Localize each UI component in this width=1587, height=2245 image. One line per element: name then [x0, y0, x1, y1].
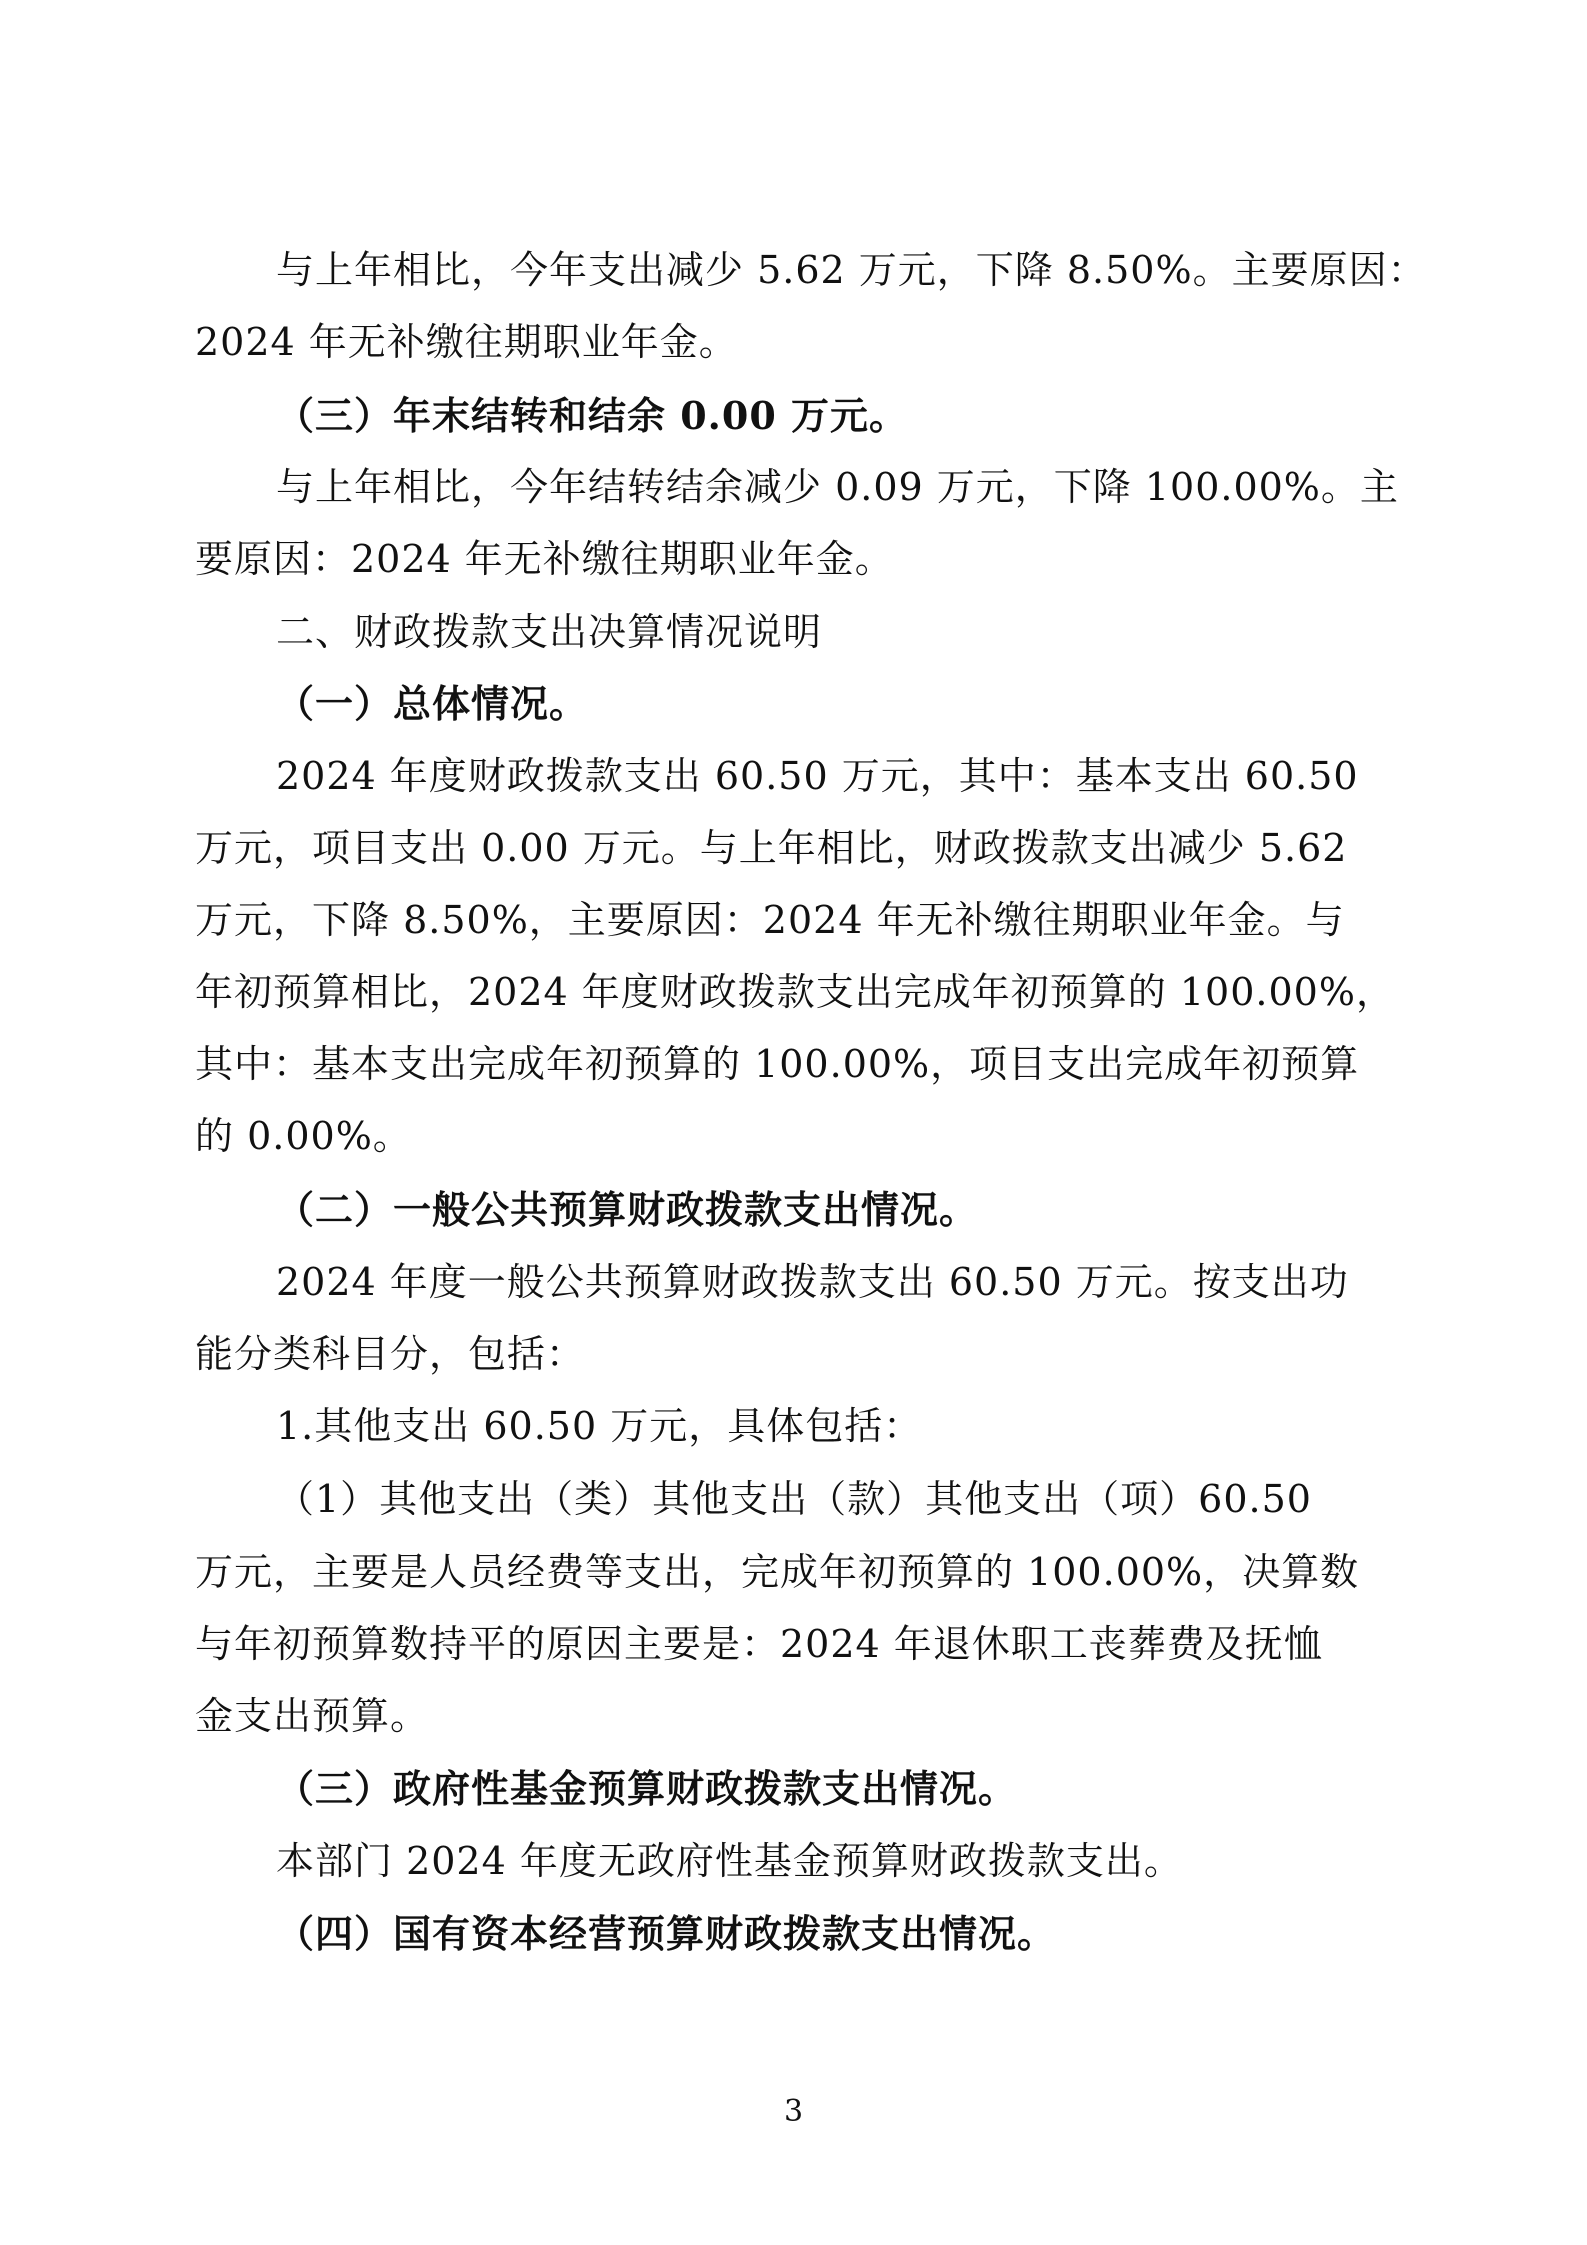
paragraph-line: 1.其他支出 60.50 万元，具体包括：: [276, 1404, 923, 1448]
paragraph-line: 其中：基本支出完成年初预算的 100.00%，项目支出完成年初预算: [195, 1042, 1360, 1086]
section-heading: （二）一般公共预算财政拨款支出情况。: [276, 1187, 979, 1232]
paragraph-line: 与上年相比，今年结转结余减少 0.09 万元，下降 100.00%。主: [276, 465, 1399, 509]
paragraph-line: 2024 年度一般公共预算财政拨款支出 60.50 万元。按支出功: [276, 1260, 1349, 1304]
paragraph-line: 能分类科目分，包括：: [195, 1332, 586, 1376]
paragraph-line: 金支出预算。: [195, 1694, 430, 1738]
paragraph-line: 要原因：2024 年无补缴往期职业年金。: [195, 537, 894, 581]
paragraph-line: （1）其他支出（类）其他支出（款）其他支出（项）60.50: [276, 1477, 1312, 1521]
page-number: 3: [783, 2094, 804, 2129]
paragraph-line: 2024 年无补缴往期职业年金。: [195, 320, 738, 364]
paragraph-line: 万元，主要是人员经费等支出，完成年初预算的 100.00%，决算数: [195, 1550, 1360, 1594]
paragraph-line: 的 0.00%。: [195, 1114, 412, 1158]
section-heading: （三）政府性基金预算财政拨款支出情况。: [276, 1766, 1018, 1811]
section-heading: （三）年末结转和结余 0.00 万元。: [276, 393, 909, 438]
paragraph-line: 2024 年度财政拨款支出 60.50 万元，其中：基本支出 60.50: [276, 754, 1359, 798]
section-heading: （四）国有资本经营预算财政拨款支出情况。: [276, 1911, 1057, 1956]
chapter-heading: 二、财政拨款支出决算情况说明: [276, 610, 823, 654]
paragraph-line: 与年初预算数持平的原因主要是：2024 年退休职工丧葬费及抚恤: [195, 1622, 1323, 1666]
paragraph-line: 万元，项目支出 0.00 万元。与上年相比，财政拨款支出减少 5.62: [195, 826, 1348, 870]
paragraph-line: 年初预算相比，2024 年度财政拨款支出完成年初预算的 100.00%，: [195, 970, 1395, 1014]
paragraph-line: 与上年相比，今年支出减少 5.62 万元，下降 8.50%。主要原因：: [276, 248, 1427, 292]
paragraph-line: 万元，下降 8.50%，主要原因：2024 年无补缴往期职业年金。与: [195, 898, 1345, 942]
paragraph-line: 本部门 2024 年度无政府性基金预算财政拨款支出。: [276, 1839, 1183, 1883]
section-heading: （一）总体情况。: [276, 681, 589, 726]
